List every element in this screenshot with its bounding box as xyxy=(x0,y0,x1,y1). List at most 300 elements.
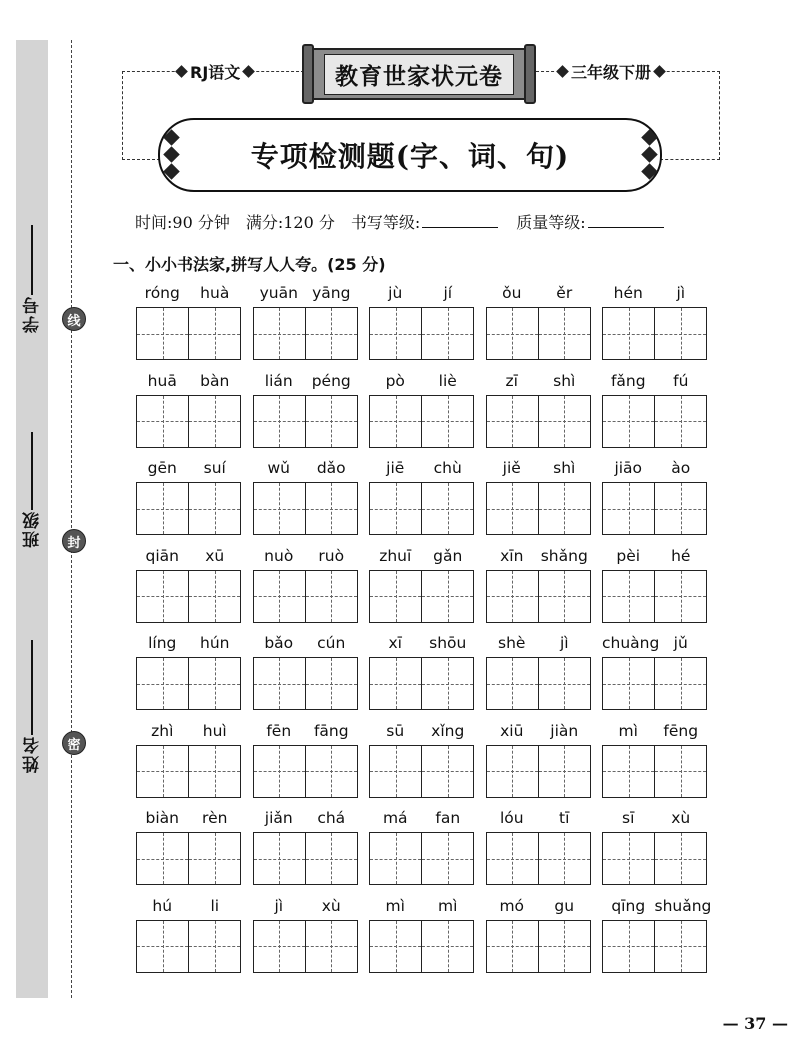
writing-cell[interactable] xyxy=(603,396,654,447)
pinyin-syllable: hú xyxy=(152,896,173,915)
pinyin-syllable: li xyxy=(210,896,220,915)
writing-cell[interactable] xyxy=(421,833,473,884)
pinyin-line xyxy=(369,896,474,920)
tianzige-box xyxy=(486,570,591,623)
pinyin-line xyxy=(136,283,241,307)
word-item xyxy=(253,371,358,459)
writing-cell[interactable] xyxy=(421,308,473,359)
writing-cell[interactable] xyxy=(137,658,188,709)
diamond-icon xyxy=(556,65,569,78)
tianzige-box xyxy=(136,657,241,710)
writing-cell[interactable] xyxy=(603,571,654,622)
student-id-label: 学号 xyxy=(22,295,43,333)
word-item xyxy=(602,633,707,721)
tianzige-box xyxy=(486,307,591,360)
word-item xyxy=(602,458,707,546)
writing-cell[interactable] xyxy=(654,746,706,797)
pinyin-syllable: pèi xyxy=(616,546,641,565)
pinyin-line xyxy=(369,808,474,832)
writing-cell[interactable] xyxy=(188,921,240,972)
word-item xyxy=(253,896,358,984)
pinyin-syllable: pò xyxy=(385,371,405,390)
word-item xyxy=(136,896,241,984)
tianzige-box xyxy=(369,570,474,623)
pinyin-syllable: yāng xyxy=(312,284,351,302)
pinyin-syllable: má xyxy=(382,809,408,827)
writing-cell[interactable] xyxy=(254,658,305,709)
writing-cell[interactable] xyxy=(188,571,240,622)
writing-cell[interactable] xyxy=(654,921,706,972)
word-item xyxy=(486,808,591,896)
pinyin-syllable: zhì xyxy=(151,721,174,740)
writing-cell[interactable] xyxy=(487,746,538,797)
pinyin-syllable: péng xyxy=(311,371,351,390)
word-item xyxy=(253,633,358,721)
tianzige-box xyxy=(486,395,591,448)
scroll-body xyxy=(312,48,526,100)
writing-cell[interactable] xyxy=(603,308,654,359)
pinyin-syllable: fan xyxy=(435,809,461,827)
pinyin-syllable: huà xyxy=(200,284,230,302)
writing-cell[interactable] xyxy=(654,483,706,534)
word-item xyxy=(369,458,474,546)
pinyin-syllable: cún xyxy=(317,634,346,652)
writing-cell[interactable] xyxy=(305,396,357,447)
pinyin-line xyxy=(486,896,591,920)
word-item xyxy=(136,458,241,546)
tianzige-box xyxy=(602,745,707,798)
pinyin-syllable: chá xyxy=(317,809,346,827)
writing-cell[interactable] xyxy=(538,308,590,359)
pinyin-syllable: lián xyxy=(264,371,293,390)
pinyin-line xyxy=(253,808,358,832)
word-item xyxy=(253,808,358,896)
writing-cell[interactable] xyxy=(370,833,421,884)
word-item xyxy=(136,721,241,809)
writing-cell[interactable] xyxy=(421,746,473,797)
pinyin-syllable: tī xyxy=(559,809,570,827)
writing-cell[interactable] xyxy=(603,833,654,884)
tianzige-box xyxy=(486,657,591,710)
tianzige-box xyxy=(253,832,358,885)
scroll-rod-right xyxy=(524,44,536,104)
writing-cell[interactable] xyxy=(370,396,421,447)
writing-cell[interactable] xyxy=(538,921,590,972)
name-line xyxy=(31,640,33,735)
pinyin-line xyxy=(253,721,358,745)
pinyin-syllable: zī xyxy=(505,371,518,390)
writing-cell[interactable] xyxy=(654,396,706,447)
pinyin-syllable: jiē xyxy=(386,459,405,477)
word-item xyxy=(602,808,707,896)
tianzige-box xyxy=(253,395,358,448)
series-scroll-banner xyxy=(300,44,538,104)
pinyin-line xyxy=(136,633,241,657)
grid-row xyxy=(136,546,716,634)
seal-seal-mark: 封 xyxy=(62,529,86,553)
class-line xyxy=(31,432,33,510)
writing-cell[interactable] xyxy=(538,658,590,709)
pinyin-line xyxy=(253,371,358,395)
word-item xyxy=(253,283,358,371)
student-id-line xyxy=(31,225,33,295)
word-item xyxy=(136,371,241,459)
pinyin-syllable: jiāo xyxy=(614,459,643,477)
diamond-stack-left xyxy=(164,130,179,179)
writing-cell[interactable] xyxy=(538,746,590,797)
writing-cell[interactable] xyxy=(137,483,188,534)
writing-cell[interactable] xyxy=(137,571,188,622)
pinyin-syllable: fēng xyxy=(663,721,699,740)
tianzige-box xyxy=(253,307,358,360)
writing-cell[interactable] xyxy=(188,396,240,447)
pinyin-line xyxy=(486,633,591,657)
writing-cell[interactable] xyxy=(254,833,305,884)
pinyin-line xyxy=(369,721,474,745)
word-item xyxy=(253,721,358,809)
diamond-stack-right xyxy=(642,130,657,179)
pinyin-line xyxy=(602,721,707,745)
pinyin-line xyxy=(602,896,712,920)
writing-cell[interactable] xyxy=(305,746,357,797)
writing-cell[interactable] xyxy=(305,308,357,359)
pinyin-syllable: fǎng xyxy=(610,371,646,390)
writing-cell[interactable] xyxy=(370,746,421,797)
pinyin-syllable: shuǎng xyxy=(654,896,712,915)
writing-cell[interactable] xyxy=(254,483,305,534)
word-item xyxy=(253,458,358,546)
header-vdash-right xyxy=(719,71,720,160)
grade-tag-text: 三年级下册 xyxy=(571,63,652,82)
word-item xyxy=(369,371,474,459)
writing-cell[interactable] xyxy=(188,308,240,359)
pinyin-syllable: shì xyxy=(553,459,576,477)
writing-cell[interactable] xyxy=(188,746,240,797)
pinyin-syllable: jiě xyxy=(502,459,521,477)
tianzige-box xyxy=(369,395,474,448)
writing-cell[interactable] xyxy=(603,483,654,534)
pinyin-syllable: wǔ xyxy=(267,459,290,477)
pinyin-line xyxy=(253,633,358,657)
pinyin-syllable: xù xyxy=(321,896,341,915)
pinyin-syllable: gǎn xyxy=(433,546,463,565)
pinyin-syllable: jiàn xyxy=(550,721,579,740)
name-field[interactable] xyxy=(16,640,48,773)
pinyin-syllable: mì xyxy=(618,721,638,740)
writing-cell[interactable] xyxy=(487,396,538,447)
word-item xyxy=(486,546,591,634)
writing-cell[interactable] xyxy=(654,658,706,709)
writing-cell[interactable] xyxy=(137,746,188,797)
tianzige-box xyxy=(369,745,474,798)
tianzige-box xyxy=(253,482,358,535)
writing-cell[interactable] xyxy=(188,833,240,884)
pinyin-line xyxy=(602,546,707,570)
pinyin-syllable: jì xyxy=(559,634,569,652)
pinyin-line xyxy=(486,458,591,482)
pinyin-line xyxy=(369,633,474,657)
header-vdash-left xyxy=(122,71,123,160)
cut-dashed-line xyxy=(71,40,72,998)
quality-grade-label: 质量等级: xyxy=(516,213,586,232)
class-field[interactable] xyxy=(16,432,48,548)
pinyin-syllable: lóu xyxy=(499,809,524,827)
pinyin-line xyxy=(136,721,241,745)
writing-cell[interactable] xyxy=(254,746,305,797)
pinyin-syllable: mì xyxy=(438,896,458,915)
quality-grade-blank[interactable] xyxy=(588,227,664,228)
writing-cell[interactable] xyxy=(137,396,188,447)
word-item xyxy=(602,546,707,634)
tianzige-box xyxy=(602,395,707,448)
writing-cell[interactable] xyxy=(421,483,473,534)
pinyin-writing-grid xyxy=(136,283,716,983)
name-label: 姓名 xyxy=(22,735,43,773)
writing-cell[interactable] xyxy=(137,921,188,972)
diamond-icon xyxy=(653,65,666,78)
writing-cell[interactable] xyxy=(305,658,357,709)
pinyin-syllable: ěr xyxy=(556,284,573,302)
pinyin-syllable: gu xyxy=(554,896,575,915)
pinyin-syllable: chuàng xyxy=(602,634,660,652)
pinyin-syllable: bàn xyxy=(200,371,230,390)
pinyin-syllable: sī xyxy=(622,809,635,827)
word-item xyxy=(486,633,591,721)
word-item xyxy=(369,283,474,371)
pinyin-syllable: jì xyxy=(274,896,284,915)
pinyin-line xyxy=(602,283,707,307)
pinyin-syllable: jù xyxy=(388,284,403,302)
header-dash-bottom-left xyxy=(122,159,160,160)
pinyin-line xyxy=(136,808,241,832)
writing-cell[interactable] xyxy=(487,308,538,359)
student-id-field[interactable] xyxy=(16,225,48,333)
pinyin-syllable: ruò xyxy=(318,546,345,565)
tianzige-box xyxy=(602,920,707,973)
diamond-icon xyxy=(641,163,658,180)
scroll-rod-left xyxy=(302,44,314,104)
word-item xyxy=(136,283,241,371)
writing-cell[interactable] xyxy=(305,483,357,534)
writing-cell[interactable] xyxy=(538,833,590,884)
pinyin-syllable: mì xyxy=(385,896,405,915)
writing-cell[interactable] xyxy=(188,658,240,709)
pinyin-line xyxy=(136,458,241,482)
pinyin-syllable: hé xyxy=(671,546,691,565)
tianzige-box xyxy=(486,832,591,885)
pinyin-line xyxy=(253,896,358,920)
writing-cell[interactable] xyxy=(654,833,706,884)
grid-row xyxy=(136,458,716,546)
section-1-title: 一、小小书法家,拼写人人夸。(25 分) xyxy=(113,255,386,274)
word-item xyxy=(136,546,241,634)
pinyin-line xyxy=(369,371,474,395)
writing-cell[interactable] xyxy=(370,921,421,972)
word-item xyxy=(486,458,591,546)
pinyin-syllable: xū xyxy=(205,546,225,565)
tianzige-box xyxy=(253,745,358,798)
pinyin-line xyxy=(369,458,474,482)
writing-cell[interactable] xyxy=(538,483,590,534)
tianzige-box xyxy=(136,395,241,448)
pinyin-syllable: chù xyxy=(433,459,462,477)
diamond-icon xyxy=(163,129,180,146)
pinyin-line xyxy=(486,721,591,745)
pinyin-syllable: fú xyxy=(673,371,689,390)
writing-grade-label: 书写等级: xyxy=(350,213,421,232)
writing-cell[interactable] xyxy=(370,483,421,534)
writing-cell[interactable] xyxy=(254,396,305,447)
word-item xyxy=(369,633,474,721)
writing-cell[interactable] xyxy=(305,571,357,622)
grid-row xyxy=(136,633,716,721)
word-item xyxy=(369,721,474,809)
pinyin-syllable: fēn xyxy=(266,721,292,740)
pinyin-syllable: huā xyxy=(147,371,177,390)
pinyin-syllable: yuān xyxy=(259,284,298,302)
writing-cell[interactable] xyxy=(487,833,538,884)
header-dash-bottom-right xyxy=(660,159,720,160)
writing-cell[interactable] xyxy=(538,571,590,622)
word-item xyxy=(369,546,474,634)
writing-cell[interactable] xyxy=(487,658,538,709)
pinyin-syllable: jiǎn xyxy=(264,809,293,827)
word-item xyxy=(369,896,474,984)
pinyin-syllable: rèn xyxy=(202,809,228,827)
tianzige-box xyxy=(136,307,241,360)
subject-tag-text: RJ语文 xyxy=(190,63,241,82)
tianzige-box xyxy=(602,832,707,885)
writing-grade-blank[interactable] xyxy=(422,227,498,228)
tianzige-box xyxy=(253,657,358,710)
writing-cell[interactable] xyxy=(654,308,706,359)
writing-cell[interactable] xyxy=(305,833,357,884)
pinyin-line xyxy=(486,371,591,395)
word-item xyxy=(369,808,474,896)
pinyin-syllable: hén xyxy=(613,284,643,302)
pinyin-line xyxy=(136,546,241,570)
pinyin-syllable: bǎo xyxy=(264,634,294,652)
word-item xyxy=(486,371,591,459)
pinyin-syllable: ǒu xyxy=(502,284,522,302)
pinyin-syllable: fāng xyxy=(313,721,349,740)
exam-info xyxy=(135,210,715,233)
writing-cell[interactable] xyxy=(254,921,305,972)
pinyin-syllable: liè xyxy=(438,371,457,390)
writing-cell[interactable] xyxy=(487,571,538,622)
writing-cell[interactable] xyxy=(188,483,240,534)
tianzige-box xyxy=(136,482,241,535)
tianzige-box xyxy=(253,570,358,623)
title-banner xyxy=(158,118,662,192)
writing-cell[interactable] xyxy=(370,308,421,359)
pinyin-syllable: dǎo xyxy=(316,459,346,477)
pinyin-line xyxy=(602,371,707,395)
tianzige-box xyxy=(136,832,241,885)
writing-cell[interactable] xyxy=(137,308,188,359)
writing-cell[interactable] xyxy=(254,308,305,359)
diamond-icon xyxy=(641,146,658,163)
pinyin-syllable: hún xyxy=(200,634,230,652)
writing-cell[interactable] xyxy=(654,571,706,622)
diamond-icon xyxy=(175,65,188,78)
writing-cell[interactable] xyxy=(487,483,538,534)
class-label: 班级 xyxy=(22,510,43,548)
tianzige-box xyxy=(136,745,241,798)
pinyin-line xyxy=(486,546,591,570)
diamond-icon xyxy=(163,163,180,180)
writing-cell[interactable] xyxy=(305,921,357,972)
series-title: 教育世家状元卷 xyxy=(324,54,514,95)
pinyin-syllable: nuò xyxy=(264,546,294,565)
tianzige-box xyxy=(369,307,474,360)
tianzige-box xyxy=(602,482,707,535)
pinyin-syllable: jí xyxy=(443,284,453,302)
score-info: 满分:120 分 xyxy=(245,213,335,232)
pinyin-syllable: ào xyxy=(671,459,691,477)
pinyin-syllable: xiū xyxy=(500,721,524,740)
pinyin-line xyxy=(136,896,241,920)
tianzige-box xyxy=(369,832,474,885)
pinyin-line xyxy=(602,633,707,657)
word-item xyxy=(253,546,358,634)
grid-row xyxy=(136,721,716,809)
seal-line-mark: 线 xyxy=(62,307,86,331)
writing-cell[interactable] xyxy=(254,571,305,622)
pinyin-syllable: qiān xyxy=(145,546,179,565)
pinyin-line xyxy=(369,546,474,570)
word-item xyxy=(136,633,241,721)
writing-cell[interactable] xyxy=(603,746,654,797)
diamond-icon xyxy=(242,65,255,78)
writing-cell[interactable] xyxy=(421,921,473,972)
pinyin-line xyxy=(602,808,707,832)
writing-cell[interactable] xyxy=(603,921,654,972)
pinyin-syllable: qīng xyxy=(611,896,646,915)
pinyin-syllable: shōu xyxy=(429,634,467,652)
writing-cell[interactable] xyxy=(487,921,538,972)
writing-cell[interactable] xyxy=(421,658,473,709)
pinyin-syllable: zhuī xyxy=(379,546,412,565)
writing-cell[interactable] xyxy=(370,658,421,709)
word-item xyxy=(486,896,591,984)
pinyin-syllable: suí xyxy=(203,459,226,477)
pinyin-line xyxy=(602,458,707,482)
page-title: 专项检测题(字、词、句) xyxy=(250,140,570,173)
diamond-icon xyxy=(163,146,180,163)
word-item xyxy=(602,283,707,371)
pinyin-syllable: shè xyxy=(498,634,526,652)
pinyin-syllable: xù xyxy=(671,809,691,827)
writing-cell[interactable] xyxy=(421,396,473,447)
pinyin-syllable: jǔ xyxy=(673,634,688,652)
writing-cell[interactable] xyxy=(137,833,188,884)
writing-cell[interactable] xyxy=(370,571,421,622)
pinyin-syllable: xǐng xyxy=(431,721,465,740)
word-item xyxy=(602,371,707,459)
pinyin-line xyxy=(253,283,358,307)
tianzige-box xyxy=(486,745,591,798)
tianzige-box xyxy=(369,920,474,973)
writing-cell[interactable] xyxy=(538,396,590,447)
pinyin-line xyxy=(253,458,358,482)
word-item xyxy=(136,808,241,896)
pinyin-syllable: shì xyxy=(553,371,576,390)
writing-cell[interactable] xyxy=(421,571,473,622)
pinyin-line xyxy=(369,283,474,307)
pinyin-syllable: shǎng xyxy=(540,546,588,565)
writing-cell[interactable] xyxy=(603,658,654,709)
